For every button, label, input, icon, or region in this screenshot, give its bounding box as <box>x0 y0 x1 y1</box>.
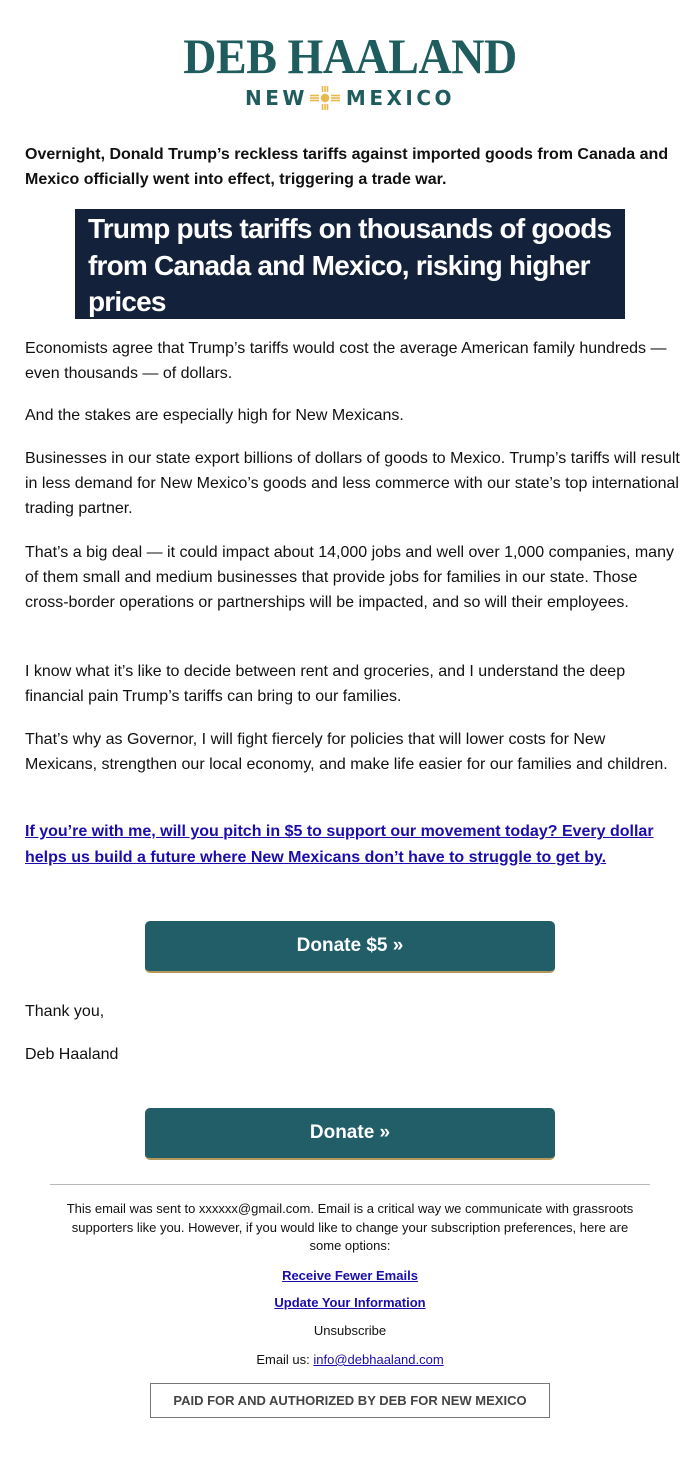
donate-button[interactable]: Donate » <box>145 1108 555 1160</box>
paragraph-businesses: Businesses in our state export billions of dollars of goods to Mexico. Trump’s tariffs will result in less demand for New Mexico’s goods and less commerce with our state’s top international trading partner. <box>25 450 680 517</box>
logo-name: DEB HAALAND <box>183 28 517 84</box>
footer-notice: This email was sent to xxxxxx@gmail.com. Email is a critical way we communicate with grassroots supporters like you. However, if you would like to change your subscription preferences, here are some options: <box>66 1201 634 1253</box>
paragraph-governor: That’s why as Governor, I will fight fiercely for policies that will lower costs for New Mexicans, strengthen our local economy, and make life easier for our families and children. <box>25 731 668 773</box>
update-information-link[interactable] <box>0 1295 700 1310</box>
signoff-thanks: Thank you, <box>25 1003 105 1020</box>
signoff-name: Deb Haaland <box>25 1046 119 1063</box>
paragraph-economists: Economists agree that Trump’s tariffs would cost the average American family hundreds — even thousands — of dollars. <box>25 340 667 382</box>
zia-symbol-icon <box>310 86 340 110</box>
intro-text: Overnight, Donald Trump’s reckless tariffs against imported goods from Canada and Mexico officially went into effect, triggering a trade war. <box>25 146 669 188</box>
donate-5-button[interactable]: Donate $5 » <box>145 921 555 973</box>
paragraph-rent: I know what it’s like to decide between rent and groceries, and I understand the deep financial pain Trump’s tariffs can bring to our families. <box>25 663 626 705</box>
receive-fewer-emails-link[interactable] <box>0 1268 700 1283</box>
update-information-label[interactable]: Update Your Information <box>274 1295 426 1310</box>
logo-sub-left: NEW <box>244 86 308 110</box>
donate-pitch-link[interactable]: If you’re with me, will you pitch in $5 to support our movement today? Every dollar helps us build a future where New Mexicans don’t have to struggle to get by. <box>25 823 654 866</box>
paid-for-disclaimer: PAID FOR AND AUTHORIZED BY DEB FOR NEW MEXICO <box>150 1383 550 1418</box>
email-prefix: Email us: <box>256 1352 314 1367</box>
headline-text: Trump puts tariffs on thousands of goods from Canada and Mexico, risking higher prices <box>88 213 612 317</box>
footer-email-line <box>0 1352 700 1367</box>
email-link[interactable]: info@debhaaland.com <box>313 1352 444 1367</box>
paragraph-jobs: That’s a big deal — it could impact about 14,000 jobs and well over 1,000 companies, many of them small and medium businesses that provide jobs for families in our state. Those cross-border operations or partnerships will be impacted, and so will their employees. <box>25 544 674 611</box>
headline-image <box>75 209 625 319</box>
paragraph-stakes: And the stakes are especially high for New Mexicans. <box>25 407 404 424</box>
unsubscribe-text[interactable]: Unsubscribe <box>313 1323 387 1338</box>
receive-fewer-emails-label[interactable]: Receive Fewer Emails <box>282 1268 418 1283</box>
logo <box>0 28 700 110</box>
footer-divider <box>50 1184 650 1185</box>
logo-sub-right: MEXICO <box>345 86 456 110</box>
logo-subtitle <box>0 86 700 110</box>
